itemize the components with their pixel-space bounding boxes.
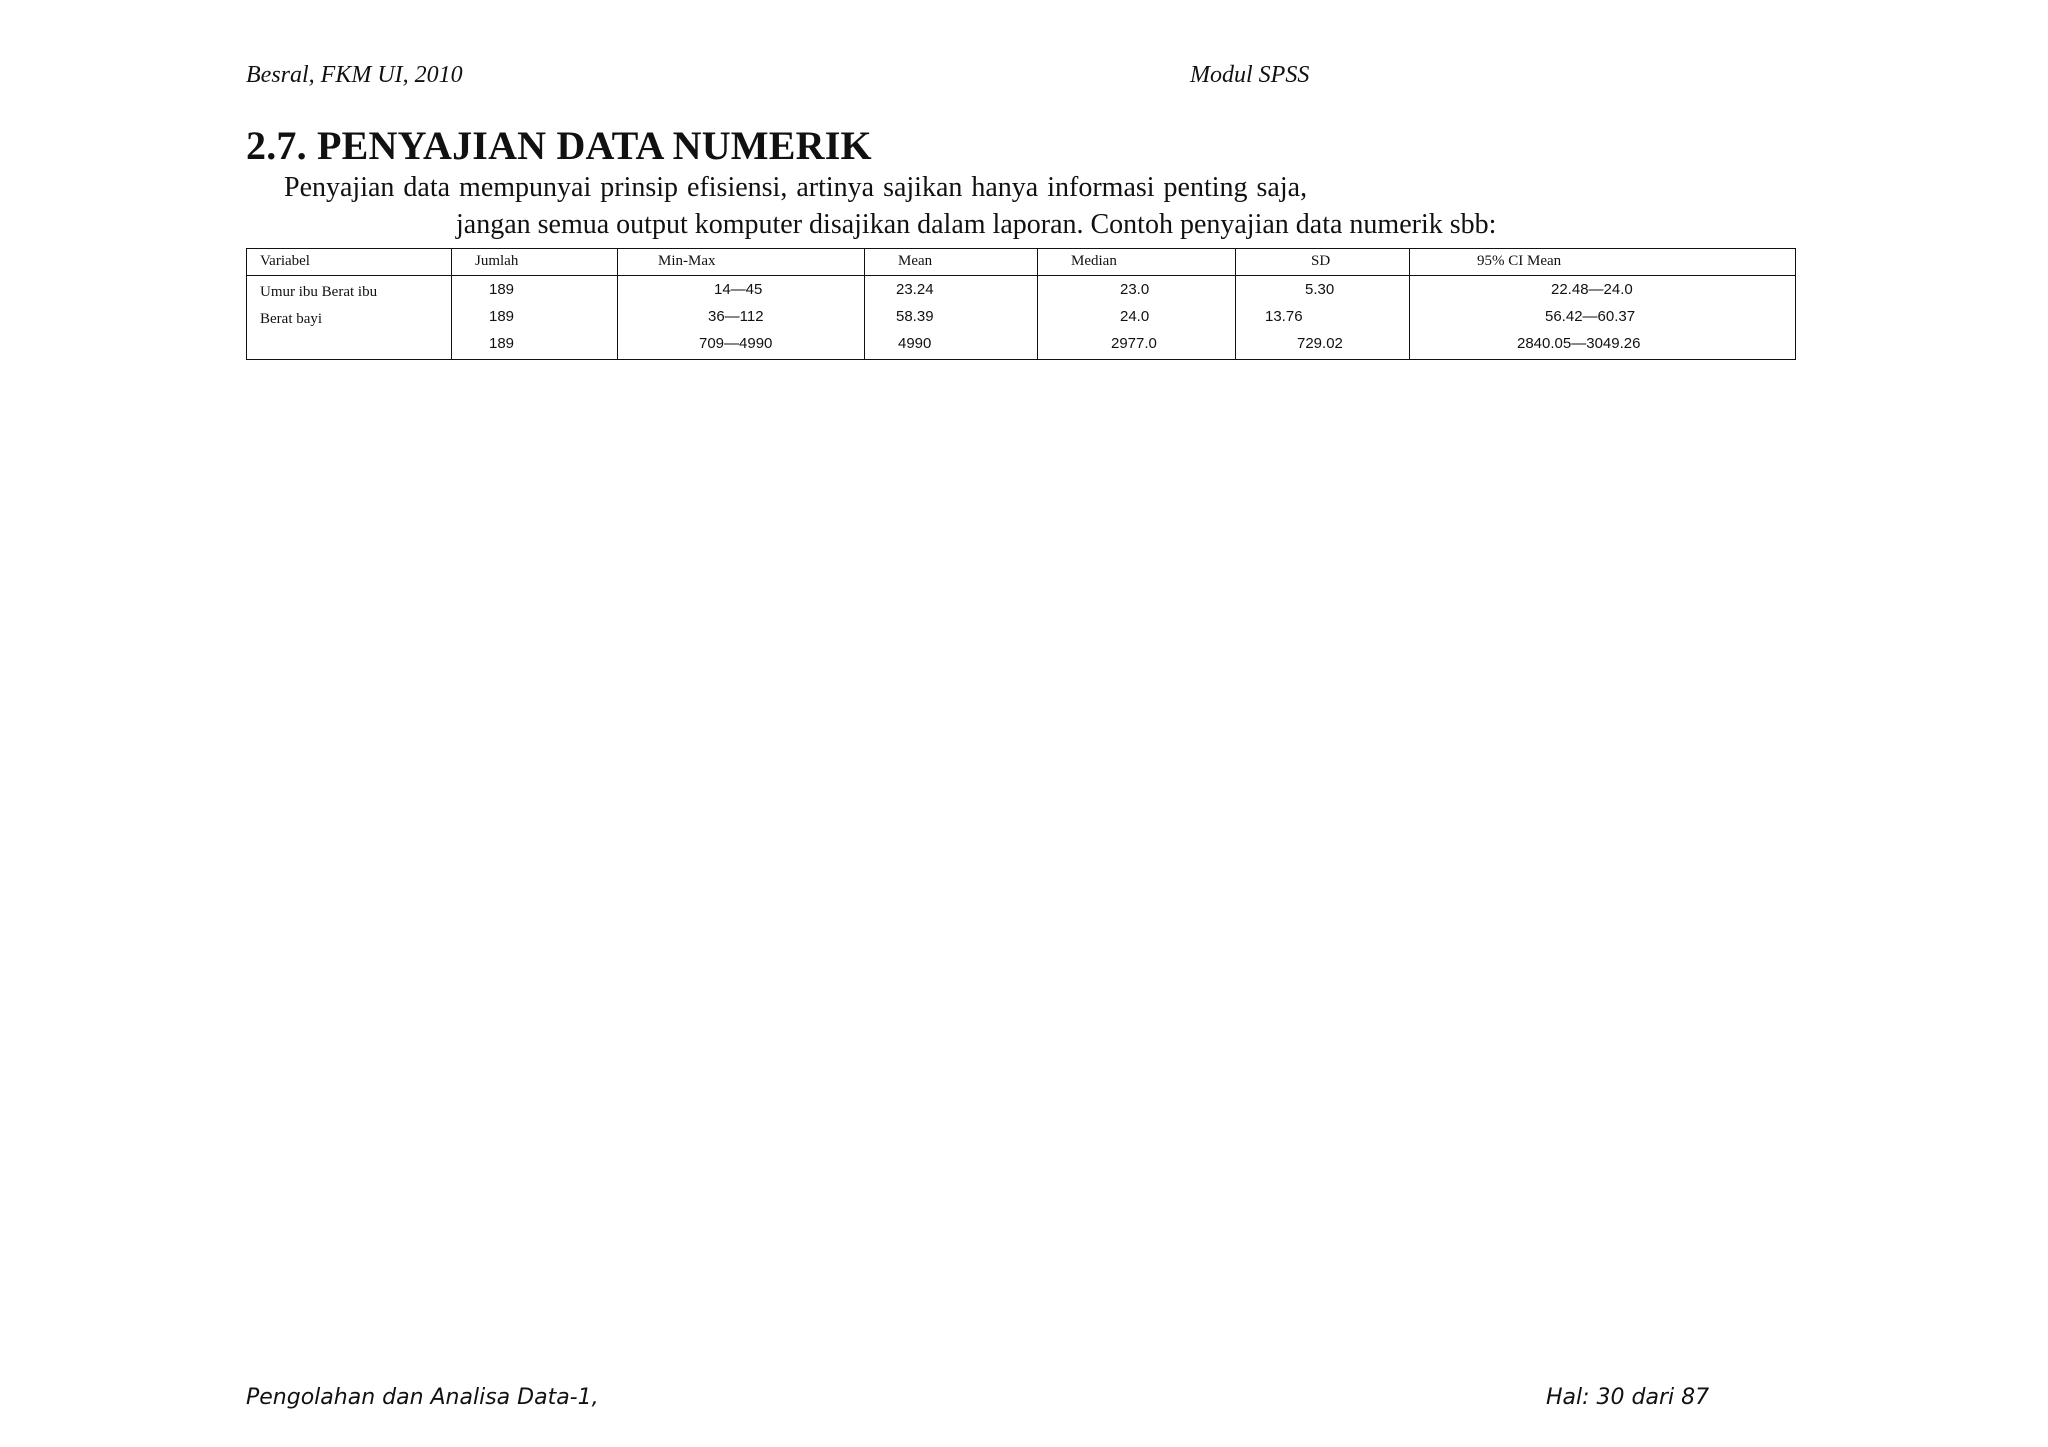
- cell-min-max: 36—112: [708, 308, 764, 325]
- variable-labels-line-1: Umur ibu Berat ibu: [260, 284, 378, 300]
- cell-mean: 58.39: [896, 308, 934, 325]
- section-title: 2.7. PENYAJIAN DATA NUMERIK: [246, 123, 872, 168]
- variable-labels-line-2: Berat bayi: [260, 311, 323, 327]
- column-header-ci-mean: 95% CI Mean: [1477, 253, 1562, 269]
- cell-median: 2977.0: [1111, 335, 1157, 352]
- header-module: Modul SPSS: [1190, 62, 1310, 88]
- cell-mean: 23.24: [896, 281, 934, 298]
- cell-mean: 4990: [898, 335, 932, 352]
- cell-median: 24.0: [1120, 308, 1150, 325]
- cell-jumlah: 189: [489, 308, 515, 325]
- cell-min-max: 14—45: [714, 281, 763, 298]
- footer-page-number: Hal: 30 dari 87: [1546, 1385, 1710, 1410]
- cell-min-max: 709—4990: [699, 335, 773, 352]
- cell-ci-mean: 56.42—60.37: [1545, 308, 1636, 325]
- cell-median: 23.0: [1120, 281, 1150, 298]
- column-header-variabel: Variabel: [260, 253, 310, 269]
- table-column-divider: [617, 249, 618, 359]
- cell-sd: 5.30: [1305, 281, 1335, 298]
- table-column-divider: [1409, 249, 1410, 359]
- cell-ci-mean: 22.48—24.0: [1551, 281, 1633, 298]
- footer-title: Pengolahan dan Analisa Data-1,: [246, 1385, 599, 1410]
- column-header-sd: SD: [1311, 253, 1331, 269]
- numeric-data-table: [246, 248, 1796, 360]
- header-author: Besral, FKM UI, 2010: [246, 62, 463, 88]
- table-column-divider: [1037, 249, 1038, 359]
- column-header-jumlah: Jumlah: [475, 253, 519, 269]
- paragraph-line-2: jangan semua output komputer disajikan dalam laporan. Contoh penyajian data numerik sbb:: [456, 209, 1497, 240]
- table-column-divider: [864, 249, 865, 359]
- column-header-median: Median: [1071, 253, 1117, 269]
- column-header-min-max: Min-Max: [658, 253, 716, 269]
- table-column-divider: [451, 249, 452, 359]
- cell-ci-mean: 2840.05—3049.26: [1517, 335, 1641, 352]
- cell-jumlah: 189: [489, 281, 515, 298]
- cell-sd: 729.02: [1297, 335, 1343, 352]
- paragraph-line-1: Penyajian data mempunyai prinsip efisiensi, artinya sajikan hanya informasi penting saja,: [284, 172, 1308, 203]
- cell-sd: 13.76: [1265, 308, 1303, 325]
- column-header-mean: Mean: [898, 253, 933, 269]
- table-header-divider: [247, 275, 1795, 276]
- cell-jumlah: 189: [489, 335, 515, 352]
- table-column-divider: [1235, 249, 1236, 359]
